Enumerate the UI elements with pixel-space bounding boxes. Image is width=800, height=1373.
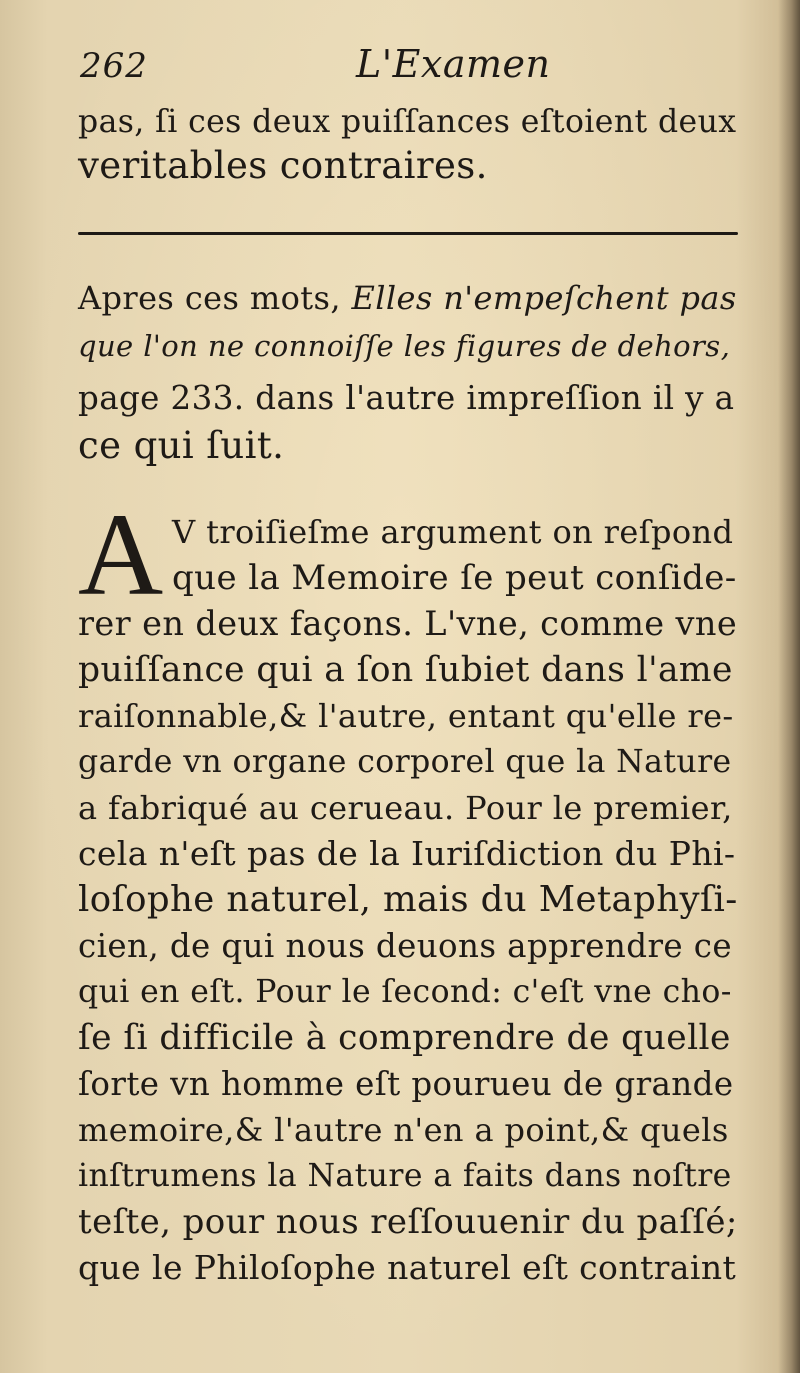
section-rule xyxy=(78,232,738,235)
main-line-9: loſophe naturel, mais du Metaphyſi- xyxy=(78,879,738,920)
main-line-4: puiſſance qui a ſon ſubiet dans l'ame xyxy=(78,650,733,690)
running-title: L'Examen xyxy=(356,42,551,86)
text-line-top-1: pas, ſi ces deux puiſſances eſtoient deux xyxy=(78,104,737,140)
main-line-12: ſe ſi difficile à comprendre de quelle xyxy=(78,1018,731,1058)
main-line-11: qui en eſt. Pour le ſecond: c'eſt vne cho- xyxy=(78,974,732,1010)
main-line-2: que la Memoire ſe peut conſide- xyxy=(172,558,737,598)
main-line-3: rer en deux façons. L'vne, comme vne xyxy=(78,604,738,643)
note-line-4: ce qui ſuit. xyxy=(78,424,285,467)
page-spine-shadow xyxy=(778,0,800,1373)
note-line-1-prefix: Apres ces mots, xyxy=(78,279,352,317)
main-line-5: raiſonnable,& l'autre, entant qu'elle re- xyxy=(78,697,734,735)
main-line-6: garde vn organe corporel que la Nature xyxy=(78,744,732,780)
page-number: 262 xyxy=(80,46,148,86)
main-line-7: a fabriqué au cerueau. Pour le premier, xyxy=(78,789,733,827)
note-line-3: page 233. dans l'autre impreſſion il y a xyxy=(78,379,735,417)
main-line-8: cela n'eſt pas de la Iuriſdiction du Phi- xyxy=(78,834,736,873)
note-line-2: que l'on ne connoiſſe les figures de dehors, xyxy=(78,329,731,363)
main-line-16: teſte, pour nous reſſouuenir du paſſé; xyxy=(78,1202,738,1242)
drop-capital: A xyxy=(78,489,164,620)
note-line-1-italic: Elles n'empeſchent pas xyxy=(351,279,737,317)
main-line-15: inſtrumens la Nature a faits dans noſtre xyxy=(78,1158,732,1194)
main-line-17: que le Philoſophe naturel eſt contraint xyxy=(78,1248,737,1287)
main-line-14: memoire,& l'autre n'en a point,& quels xyxy=(78,1111,729,1149)
main-line-10: cien, de qui nous deuons apprendre ce xyxy=(78,927,732,965)
text-line-top-2: veritables contraires. xyxy=(78,144,488,187)
main-line-13: ſorte vn homme eſt pourueu de grande xyxy=(78,1065,734,1103)
main-line-1: V troiſieſme argument on reſpond xyxy=(172,513,734,551)
page-header xyxy=(80,38,730,94)
note-line-1 xyxy=(78,276,738,320)
